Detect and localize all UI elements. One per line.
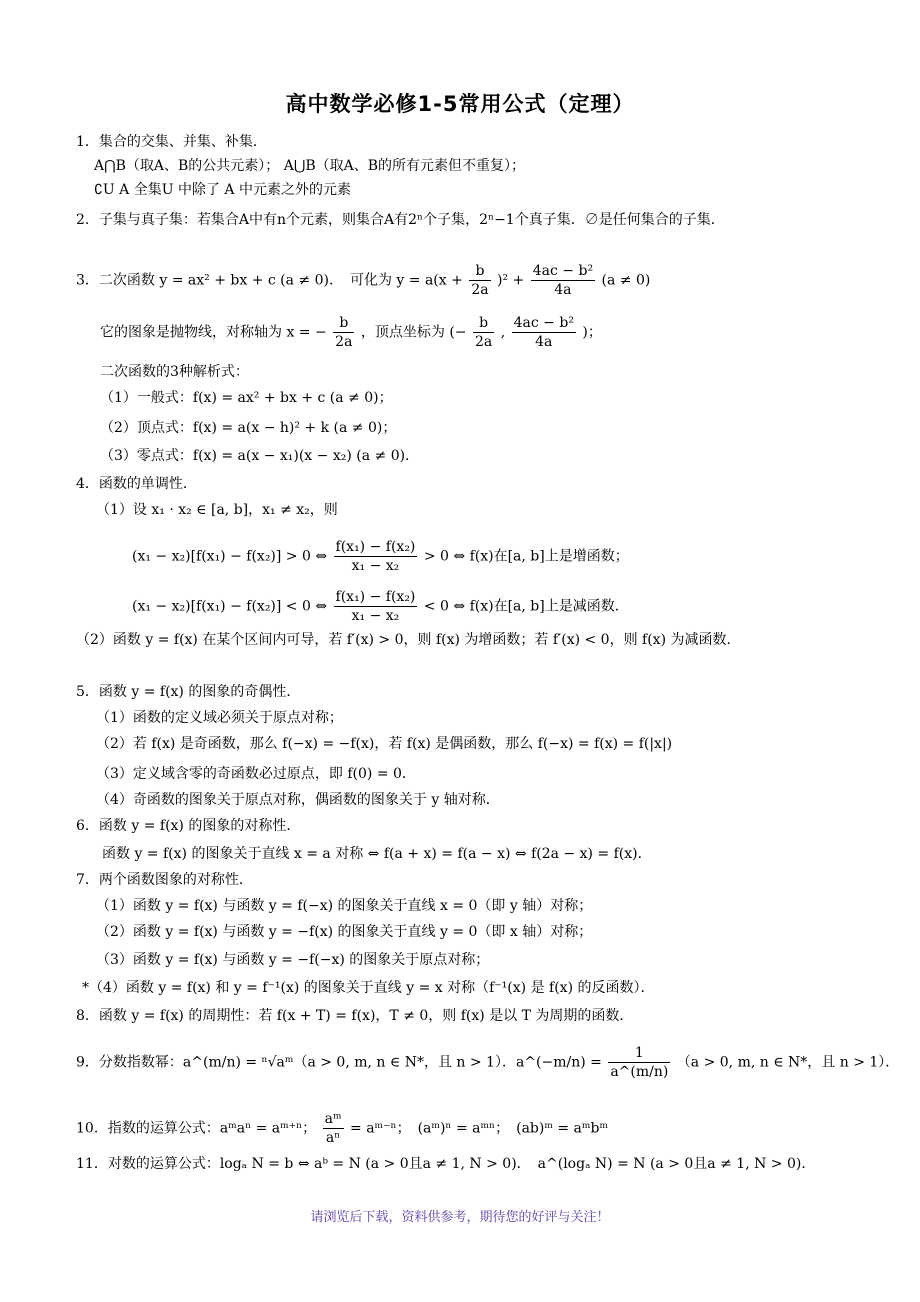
s10-b: = aᵐ⁻ⁿ； (aᵐ)ⁿ = aᵐⁿ； (ab)ᵐ = aᵐbᵐ	[350, 1120, 609, 1137]
s6-head: 6．函数 y = f(x) 的图象的对称性．	[76, 818, 301, 834]
frac1-den: 2a	[471, 282, 489, 298]
graph-b: ，顶点坐标为 (−	[360, 324, 467, 341]
graph-a: 它的图象是抛物线，对称轴为 x = −	[100, 324, 327, 341]
graph-d: )；	[582, 324, 602, 341]
vertex-frac2	[512, 314, 576, 351]
s10-a: 10．指数的运算公式：aᵐaⁿ = aᵐ⁺ⁿ；	[76, 1120, 317, 1137]
intersect-text: A⋂B（取A、B的公共元素）；	[94, 158, 280, 174]
s5-p2: （2）若 f(x) 是奇函数，那么 f(−x) = −f(x)，若 f(x) 是偶函数，那么 f(−x) = f(x) = f(|x|)	[96, 736, 673, 752]
frac2-num: 4ac − b²	[532, 263, 594, 279]
s5-p1: （1）函数的定义域必须关于原点对称；	[96, 710, 343, 726]
s7-p1: （1）函数 y = f(x) 与函数 y = f(−x) 的图象关于直线 x = 0（即 y 轴）对称；	[96, 898, 593, 914]
s3-frac2	[531, 262, 595, 299]
s8-line: 8．函数 y = f(x) 的周期性：若 f(x + T) = f(x)，T ≠ 0，则 f(x) 是以 T 为周期的函数．	[76, 1008, 634, 1024]
inc-den: x₁ − x₂	[351, 558, 400, 574]
inc-frac	[334, 538, 418, 575]
s9-den: a^(m/n)	[610, 1064, 669, 1080]
s10-den: aⁿ	[325, 1130, 341, 1146]
axis-num: b	[333, 314, 354, 333]
s7-p3: （3）函数 y = f(x) 与函数 y = −f(−x) 的图象关于原点对称；	[96, 952, 490, 968]
page-title: 高中数学必修1-5常用公式（定理）	[285, 92, 635, 116]
dec-den: x₁ − x₂	[351, 608, 400, 624]
vertex-den1: 2a	[475, 334, 493, 350]
s5-p3: （3）定义域含零的奇函数必过原点，即 f(0) = 0．	[96, 766, 416, 782]
graph-c: ,	[500, 324, 506, 341]
s6-p1: 函数 y = f(x) 的图象关于直线 x = a 对称 ⇔ f(a + x) = f(a − x) ⇔ f(2a − x) = f(x)．	[102, 846, 652, 862]
s4-p1: （1）设 x₁ · x₂ ∈ [a, b]，x₁ ≠ x₂，则	[96, 502, 338, 518]
s2-line: 2．子集与真子集：若集合A中有n个元素，则集合A有2ⁿ个子集，2ⁿ−1个真子集．∅是任何集合的子集．	[76, 212, 725, 228]
s3-f2: （2）顶点式：f(x) = a(x − h)² + k (a ≠ 0)；	[100, 420, 397, 436]
s10-frac	[323, 1110, 344, 1147]
s9-b: （a > 0, m, n ∈ N*，且 n > 1）．	[676, 1054, 900, 1071]
dec-b: < 0 ⇔ f(x)在[a, b]上是减函数．	[423, 598, 629, 615]
s9-frac	[608, 1044, 670, 1081]
s3-f3: （3）零点式：f(x) = a(x − x₁)(x − x₂) (a ≠ 0)．	[100, 448, 420, 464]
s3-graph	[100, 314, 920, 351]
vertex-num1: b	[473, 314, 494, 333]
s10-line	[76, 1110, 920, 1147]
s4-inc	[132, 538, 920, 575]
inc-b: > 0 ⇔ f(x)在[a, b]上是增函数；	[423, 548, 629, 565]
vertex-den2: 4a	[535, 334, 553, 350]
dec-a: (x₁ − x₂)[f(x₁) − f(x₂)] < 0 ⇔	[132, 598, 328, 615]
s10-num: aᵐ	[324, 1111, 342, 1127]
s4-dec	[132, 588, 920, 625]
dec-frac	[334, 588, 418, 625]
s9-a: 9．分数指数幂：a^(m/n) = ⁿ√aᵐ（a > 0, m, n ∈ N*，且 n > 1）．a^(−m/n) =	[76, 1054, 602, 1071]
s4-p2: （2）函数 y = f(x) 在某个区间内可导，若 f′(x) > 0，则 f(x) 为增函数；若 f′(x) < 0，则 f(x) 为减函数．	[76, 632, 741, 648]
s3-forms: 二次函数的3种解析式：	[100, 364, 249, 380]
inc-num: f(x₁) − f(x₂)	[335, 539, 416, 555]
s9-num: 1	[608, 1044, 670, 1063]
s7-p4: *（4）函数 y = f(x) 和 y = f⁻¹(x) 的图象关于直线 y = x 对称（f⁻¹(x) 是 f(x) 的反函数）．	[82, 980, 655, 996]
union-text: A⋃B（取A、B的所有元素但不重复）；	[283, 158, 526, 174]
s3-head-text: 3．二次函数 y = ax² + bx + c (a ≠ 0)． 可化为 y = a(x +	[76, 272, 463, 289]
vertex-frac1	[473, 314, 494, 351]
s4-head: 4．函数的单调性．	[76, 476, 197, 492]
s3-mid: )² +	[497, 272, 525, 289]
s3-head	[76, 262, 920, 299]
s5-head: 5．函数 y = f(x) 的图象的奇偶性．	[76, 684, 301, 700]
s5-p4: （4）奇函数的图象关于原点对称，偶函数的图象关于 y 轴对称．	[96, 792, 500, 808]
s7-p2: （2）函数 y = f(x) 与函数 y = −f(x) 的图象关于直线 y = 0（即 x 轴）对称；	[96, 924, 593, 940]
vertex-num2: 4ac − b²	[513, 315, 574, 331]
footer-note: 请浏览后下载，资料供参考，期待您的好评与关注！	[310, 1210, 610, 1225]
s1-head: 1．集合的交集、并集、补集．	[76, 134, 267, 150]
s3-frac1	[469, 262, 490, 299]
s11-line: 11．对数的运算公式：logₐ N = b ⇔ aᵇ = N (a > 0且a ≠ 1, N > 0)． a^(logₐ N) = N (a > 0且a ≠ 1, N > 0)．	[76, 1156, 816, 1172]
s3-tail: (a ≠ 0)	[601, 272, 651, 289]
s3-f1: （1）一般式：f(x) = ax² + bx + c (a ≠ 0)；	[100, 390, 393, 406]
inc-a: (x₁ − x₂)[f(x₁) − f(x₂)] > 0 ⇔	[132, 548, 328, 565]
s1-complement: ∁U A 全集U 中除了 A 中元素之外的元素	[94, 182, 351, 198]
frac1-num: b	[469, 262, 490, 281]
s9-line	[76, 1044, 920, 1081]
dec-num: f(x₁) − f(x₂)	[335, 589, 416, 605]
s7-head: 7．两个函数图象的对称性．	[76, 872, 253, 888]
frac2-den: 4a	[554, 282, 572, 298]
axis-frac	[333, 314, 354, 351]
s1-intersect	[94, 156, 920, 176]
axis-den: 2a	[335, 334, 353, 350]
